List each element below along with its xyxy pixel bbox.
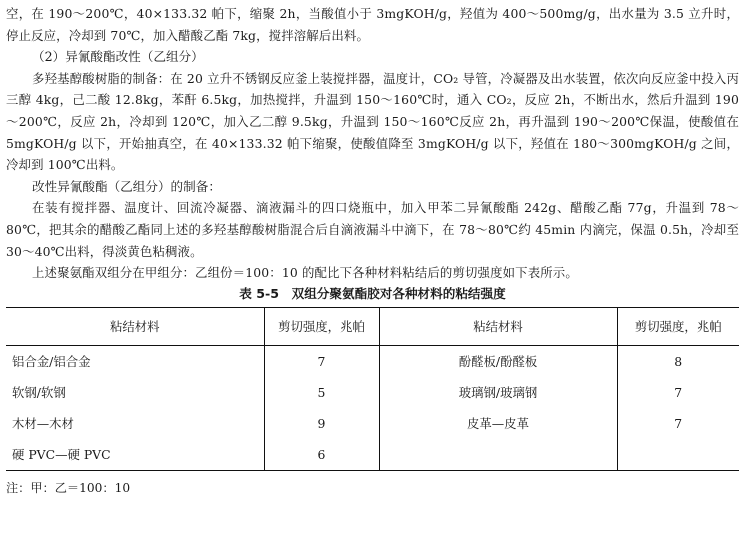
cell-strength [617,439,739,471]
cell-strength: 7 [617,377,739,408]
paragraph-polyol-resin-preparation: 多羟基醇酸树脂的制备：在 20 立升不锈钢反应釜上装搅拌器，温度计，CO₂ 导管，冷凝器及出水装置，依次向反应釜中投入丙三醇 4kg，己二酸 12.8kg，苯酐 6.5kg，加热搅拌，升温到 150～160℃时，通入 CO₂，反应 2h，不断出水，然后升温到 190～200℃，反应 2h，冷却到 120℃，加入乙二醇 9.5kg，升温到 150～160℃反应 2h，再升温到 190～200℃保温，使酸值在 5mgKOH/g 以下，开始抽真空，在 40×133.32 帕下缩聚，使酸值降至 3mgKOH/g 以下，羟值在 180～300mgKOH/g 之间，冷却到 100℃出料。 [6,70,739,173]
cell-material [379,439,617,471]
paragraph-isocyanate-procedure: 在装有搅拌器、温度计、回流冷凝器、滴液漏斗的四口烧瓶中，加入甲苯二异氰酸酯 242g、醋酸乙酯 77g，升温到 78～80℃，把其余的醋酸乙酯同上述的多羟基醇酸树脂混合后自滴液漏斗中滴下，在 78～80℃约 45min 内滴完，保温 0.5h，冷却至 30～40℃出料，得淡黄色粘稠液。 [6,200,739,259]
header-material-right: 粘结材料 [379,307,617,345]
cell-strength: 7 [617,408,739,439]
cell-strength: 6 [264,439,379,471]
cell-strength: 9 [264,408,379,439]
cell-material: 软钢/软钢 [12,385,66,401]
cell-material: 酚醛板/酚醛板 [379,345,617,377]
header-strength-left: 剪切强度，兆帕 [264,307,379,345]
cell-material: 铝合金/铝合金 [12,354,91,370]
table-caption: 表 5-5 双组分聚氨酯胶对各种材料的粘结强度 [239,285,506,301]
cell-material: 硬 PVC—硬 PVC [6,439,264,471]
table-header-row [6,307,739,345]
cell-material: 玻璃钢/玻璃钢 [379,377,617,408]
section-heading-isocyanate-modification: （2）异氰酸酯改性（乙组分） [32,49,204,65]
cell-strength: 8 [617,345,739,377]
cell-strength: 5 [264,377,379,408]
cell-material: 木材—木材 [12,416,74,432]
table-row [6,408,739,439]
paragraph-reaction-end: 空，在 190～200℃，40×133.32 帕下，缩聚 2h，当酸值小于 3mgKOH/g，羟值为 400～500mg/g，出水量为 3.5 立升时，停止反应，冷却到 70℃，加入醋酸乙酯 7kg，搅拌溶解后出料。 [6,6,739,43]
header-strength-right: 剪切强度，兆帕 [617,307,739,345]
table-row [6,439,739,471]
table-row [6,377,739,408]
cell-material: 皮革—皮革 [379,408,617,439]
subheading-modified-isocyanate: 改性异氰酸酯（乙组分）的制备： [32,178,221,194]
table-row [6,345,739,377]
bond-strength-table [6,307,739,471]
cell-strength: 7 [264,345,379,377]
header-material-left: 粘结材料 [6,307,264,345]
paragraph-table-intro: 上述聚氨酯双组分在甲组分：乙组份＝100：10 的配比下各种材料粘结后的剪切强度如下表所示。 [32,265,578,281]
table-note: 注：甲：乙＝100：10 [6,480,131,495]
